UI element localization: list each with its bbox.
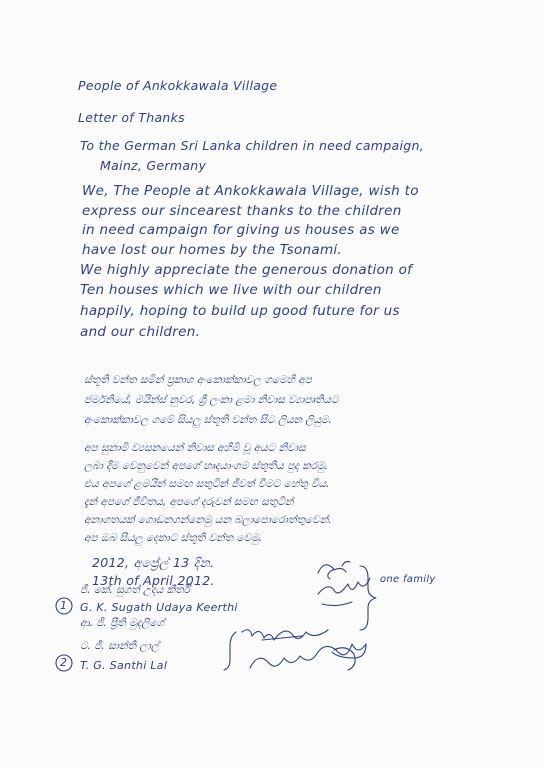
signature-mark (250, 644, 366, 668)
family-brace (224, 632, 236, 670)
signature-mark (242, 630, 328, 640)
signature-mark (318, 578, 370, 606)
sinhala-line: ලබා දීම වෙනුවෙන් අපගේ හෘදයාංගම ස්තූතිය පුද කරමු. (84, 460, 329, 472)
letter-subheading: Letter of Thanks (78, 110, 185, 125)
address-line-2: Mainz, Germany (100, 158, 207, 173)
english-body-line: We highly appreciate the generous donation of (80, 262, 413, 278)
signatory-name-line: G. K. Sugath Udaya Keerthi (80, 601, 238, 614)
sinhala-line: අනාගතයක් ගොඩනගන්නෙමු යන බලාපොරොත්තුවෙන්. (84, 514, 332, 526)
signatory-note: one family (380, 574, 436, 585)
english-body-line: in need campaign for giving us houses as we (82, 222, 400, 238)
english-body-line: have lost our homes by the Tsonami. (82, 242, 343, 258)
family-brace (360, 566, 376, 630)
english-body-line: express our sincearest thanks to the children (82, 203, 402, 219)
sinhala-line: ස්තූති වන්ත සමින් ප්‍රකාශ අංකොක්කාවල ගමෙහි අප (84, 374, 312, 386)
address-line-1: To the German Sri Lanka children in need campaign, (80, 138, 424, 153)
sinhala-line: දැන් අපගේ ජීවිතය, අපගේ දරුවන් සමඟ සතුටින් (84, 496, 294, 508)
number-circle (56, 655, 72, 671)
signatory-number: 2 (60, 656, 68, 669)
signatory-name-line: T. G. Santhi Lal (80, 659, 168, 672)
english-body-line: and our children. (80, 324, 201, 340)
signatory-name-line: ජී. කේ. සුගත් උදය කීර්ති (80, 584, 191, 596)
sinhala-line: අප ඔබ සියලු දෙනාට ස්තූති වන්ත වෙමු. (84, 532, 263, 544)
signatory-number: 1 (60, 599, 68, 612)
english-body-line: happily, hoping to build up good future for us (80, 303, 400, 319)
letter-heading: People of Ankokkawala Village (78, 78, 278, 93)
sinhala-line: ජර්මනියේ, මයින්ස් නුවර, ශ්‍රී ලංකා ළමා නිවාස ව්‍යාපෘතියට (84, 394, 339, 406)
signatory-name-line: ආ. ජී. ප්‍රීති මුදලිගේ (80, 617, 164, 629)
english-body-line: We, The People at Ankokkawala Village, wish to (82, 183, 419, 199)
sinhala-line: අංකොක්කාවල ගමේ සියලු ස්තූති වන්ත සිට ලියන ලියුම. (84, 414, 332, 426)
signature-mark (318, 562, 350, 580)
sinhala-line: එය අපගේ ළමයින් සමඟ සතුටින් ජීවත් වීමට හේතු විය. (84, 478, 330, 490)
sinhala-line: අප සුනාමි ව්‍යසනයෙන් නිවාස අහිමි වූ අයට නිවාස (84, 442, 306, 454)
signatory-name-line: ට. ජී. සාන්ති ලාල් (80, 640, 159, 652)
date-sinhala: 2012, අප්‍රේල් 13 දින. (92, 555, 215, 570)
date-english: 13th of April 2012. (92, 573, 215, 588)
english-body-line: Ten houses which we live with our children (80, 282, 382, 298)
number-circle (56, 598, 72, 614)
